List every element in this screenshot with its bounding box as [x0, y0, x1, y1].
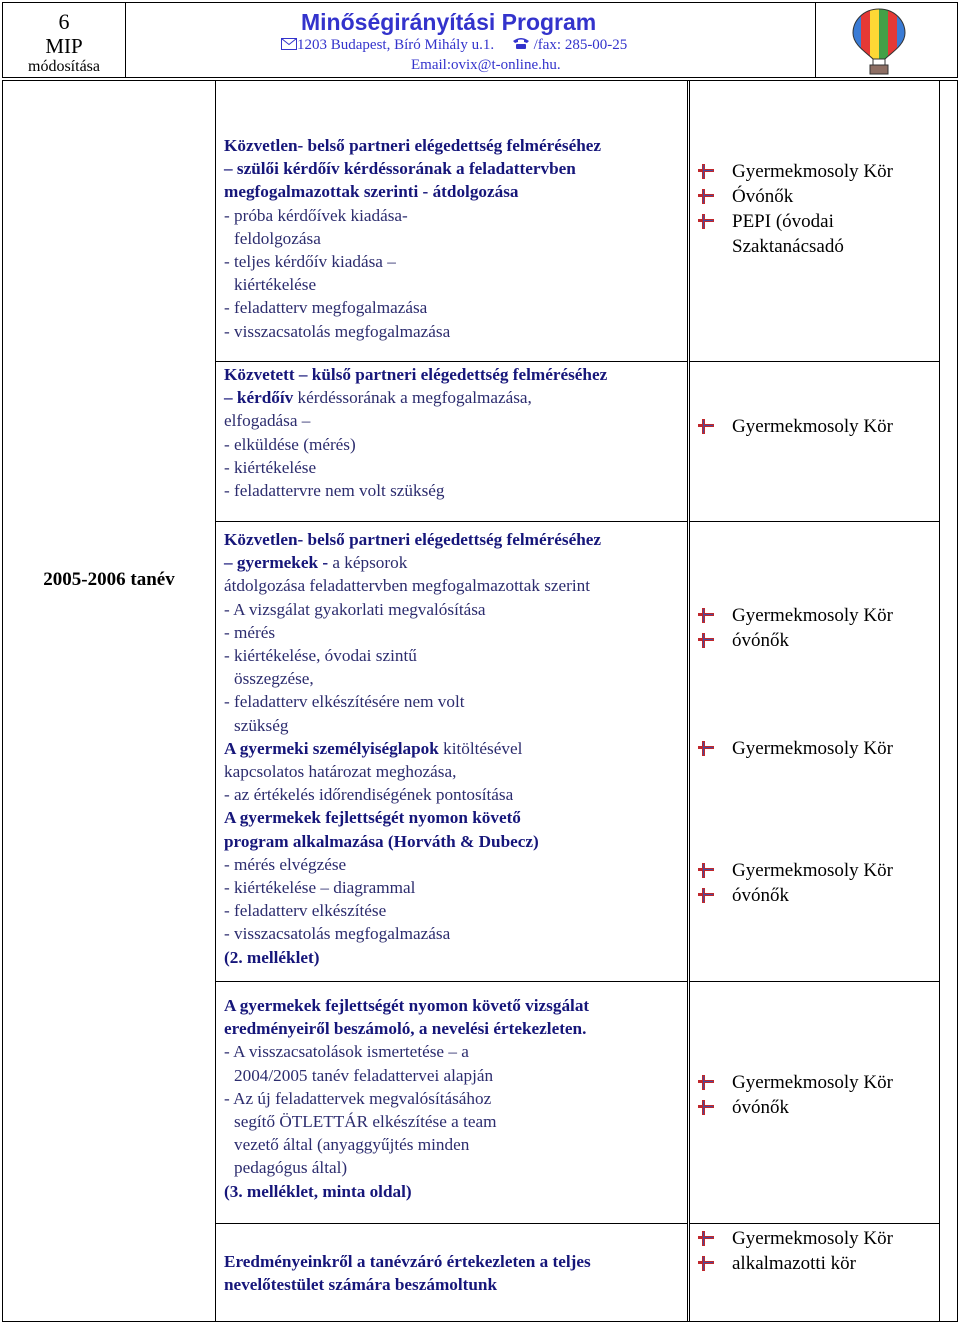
header-center-cell: [125, 3, 816, 77]
task-line: - kiértékelése, óvodai szintű: [224, 646, 417, 666]
task-line: – kérdőív: [224, 388, 294, 408]
doc-code: MIP: [45, 34, 83, 58]
responsible-name: Óvónők: [732, 186, 794, 207]
responsible-name: Gyermekmosoly Kör: [732, 416, 893, 437]
task-line: 2004/2005 tanév feladattervei alapján: [234, 1065, 494, 1085]
task-line: - Az új feladattervek megvalósításához: [224, 1088, 492, 1108]
task-row-6: [224, 994, 684, 1203]
responsible-row-3a: [698, 603, 893, 653]
responsible-name: Gyermekmosoly Kör: [732, 605, 893, 626]
task-line: - feladattervre nem volt szükség: [224, 481, 445, 501]
address-line: [281, 37, 627, 54]
cross-bullet-icon: [698, 1100, 714, 1115]
task-line: A gyermekek fejlettségét nyomon követő vizsgálat: [224, 996, 590, 1015]
program-title: Minőségirányítási Program: [301, 9, 597, 35]
task-line-mixed: [224, 386, 684, 409]
column-divider: [215, 81, 216, 1321]
task-line: - az értékelés időrendiségének pontosítása: [224, 785, 514, 805]
responsible-item: [698, 1070, 893, 1095]
task-line: Eredményeinkről a tanévzáró értekezleten a teljes: [224, 1252, 591, 1271]
cross-bullet-icon: [698, 1075, 714, 1090]
responsible-name: Gyermekmosoly Kör: [732, 1072, 893, 1093]
task-line: Közvetlen- belső partneri elégedettség felméréséhez: [224, 530, 602, 549]
task-line: - A vizsgálat gyakorlati megvalósítása: [224, 599, 486, 619]
task-line-mixed: [224, 551, 684, 574]
task-line: - feladatterv elkészítése: [224, 901, 387, 921]
task-line: a képsorok: [332, 553, 408, 573]
task-line: - A visszacsatolások ismertetése – a: [224, 1042, 469, 1062]
task-line: – gyermekek -: [224, 553, 329, 573]
cross-bullet-icon: [698, 863, 714, 878]
row-divider: [689, 361, 939, 362]
responsible-name: Gyermekmosoly Kör: [732, 738, 893, 759]
cross-bullet-icon: [698, 1231, 714, 1246]
task-line: összegzése,: [234, 669, 314, 689]
responsible-name: Gyermekmosoly Kör: [732, 1228, 893, 1249]
task-line: A gyermekek fejlettségét nyomon követő: [224, 808, 521, 828]
task-line: segítő ÖTLETTÁR elkészítése a team: [234, 1112, 497, 1132]
responsible-name: Gyermekmosoly Kör: [732, 860, 893, 881]
task-line: kitöltésével: [443, 738, 523, 758]
cross-bullet-icon: [698, 189, 714, 204]
responsible-name: óvónők: [732, 630, 789, 651]
task-line: kérdéssorának a megfogalmazása,: [297, 388, 532, 408]
task-line: Közvetlen- belső partneri elégedettség felméréséhez: [224, 136, 602, 155]
task-line: - elküldése (mérés): [224, 434, 356, 454]
responsible-item: [698, 184, 893, 209]
responsible-continuation: Szaktanácsadó: [732, 236, 844, 257]
task-line: pedagógus által): [234, 1158, 348, 1178]
cross-bullet-icon: [698, 164, 714, 179]
row-divider: [215, 361, 687, 362]
responsible-item: [698, 1251, 893, 1276]
row-divider: [215, 521, 687, 522]
column-divider: [687, 81, 688, 1321]
responsible-item: [698, 159, 893, 184]
address-text: 1203 Budapest, Bíró Mihály u.1.: [297, 37, 495, 53]
responsible-name: alkalmazotti kör: [732, 1253, 856, 1274]
task-line: - feladatterv megfogalmazása: [224, 298, 428, 318]
row-divider: [689, 1223, 939, 1224]
responsible-item: [698, 858, 893, 883]
page-number: 6: [58, 9, 70, 34]
responsible-row-6: [698, 1070, 893, 1120]
responsible-item: [698, 628, 893, 653]
cross-bullet-icon: [698, 888, 714, 903]
task-line: eredményeiről beszámoló, a nevelési értekezleten.: [224, 1019, 587, 1039]
task-line: (2. melléklet): [224, 947, 320, 967]
phone-fax-text: /fax: 285-00-25: [533, 37, 628, 53]
document-header: [2, 2, 958, 78]
responsible-row-2: [698, 414, 893, 439]
responsible-name: Gyermekmosoly Kör: [732, 161, 893, 182]
responsible-item: [698, 603, 893, 628]
row-divider: [215, 1223, 687, 1224]
responsible-item: [698, 414, 893, 439]
task-line-mixed: [224, 737, 684, 760]
cross-bullet-icon: [698, 214, 714, 229]
hot-air-balloon-logo: [851, 7, 907, 75]
task-line: feldolgozása: [234, 228, 321, 248]
task-line: - mérés: [224, 622, 276, 642]
task-line: Közvetett – külső partneri elégedettség felméréséhez: [224, 365, 608, 384]
task-line: nevelőtestület számára beszámoltunk: [224, 1275, 498, 1295]
task-line: megfogalmazottak szerinti - átdolgozása: [224, 182, 519, 202]
task-line: - visszacsatolás megfogalmazása: [224, 924, 451, 944]
task-line: - visszacsatolás megfogalmazása: [224, 321, 451, 341]
header-left-cell: [3, 3, 126, 77]
task-line: kapcsolatos határozat meghozása,: [224, 762, 457, 782]
cross-bullet-icon: [698, 1256, 714, 1271]
task-line: (3. melléklet, minta oldal): [224, 1181, 412, 1201]
envelope-icon: [281, 38, 297, 50]
task-line: átdolgozása feladattervben megfogalmazottak szerint: [224, 576, 591, 596]
task-line: A gyermeki személyiséglapok: [224, 738, 439, 758]
responsible-item: [698, 736, 893, 761]
school-year: 2005-2006 tanév: [43, 569, 175, 590]
task-row-1: [224, 134, 684, 343]
doc-status: módosítása: [28, 58, 100, 75]
header-logo-cell: [815, 3, 957, 77]
task-line: kiértékelése: [234, 275, 317, 295]
cross-bullet-icon: [698, 633, 714, 648]
responsible-item: [698, 1226, 893, 1251]
task-line: vezető által (anyaggyűjtés minden: [234, 1135, 470, 1155]
responsible-item: [698, 883, 893, 908]
cross-bullet-icon: [698, 741, 714, 756]
task-line: – szülői kérdőív kérdéssorának a feladattervben: [224, 159, 576, 179]
responsible-row-3c: [698, 858, 893, 908]
row-divider: [215, 981, 687, 982]
phone-icon: [512, 37, 530, 50]
task-line: - mérés elvégzése: [224, 854, 347, 874]
column-divider: [939, 81, 940, 1321]
email-text[interactable]: Email:ovix@t-online.hu.: [411, 57, 561, 73]
task-line: program alkalmazása (Horváth & Dubecz): [224, 831, 539, 851]
responsible-row-7: [698, 1226, 893, 1276]
column-divider: [689, 81, 690, 1321]
task-row-3: [224, 528, 684, 969]
cross-bullet-icon: [698, 608, 714, 623]
responsible-name: óvónők: [732, 885, 789, 906]
task-row-7: [224, 1250, 684, 1296]
task-line: elfogadása –: [224, 411, 311, 431]
task-line: - teljes kérdőív kiadása –: [224, 252, 396, 272]
cross-bullet-icon: [698, 419, 714, 434]
responsible-name: PEPI (óvodai: [732, 211, 834, 232]
row-divider: [689, 521, 939, 522]
responsible-item: [698, 209, 893, 234]
responsible-name: óvónők: [732, 1097, 789, 1118]
task-row-2: [224, 363, 684, 502]
task-line: szükség: [234, 715, 289, 735]
responsible-item: [698, 1095, 893, 1120]
responsible-row-3b: [698, 736, 893, 761]
responsible-row-1: [698, 159, 893, 259]
task-line: - feladatterv elkészítésére nem volt: [224, 692, 465, 712]
task-line: - kiértékelése: [224, 457, 317, 477]
row-divider: [689, 981, 939, 982]
task-line: - próba kérdőívek kiadása-: [224, 205, 408, 225]
task-line: - kiértékelése – diagrammal: [224, 878, 416, 898]
